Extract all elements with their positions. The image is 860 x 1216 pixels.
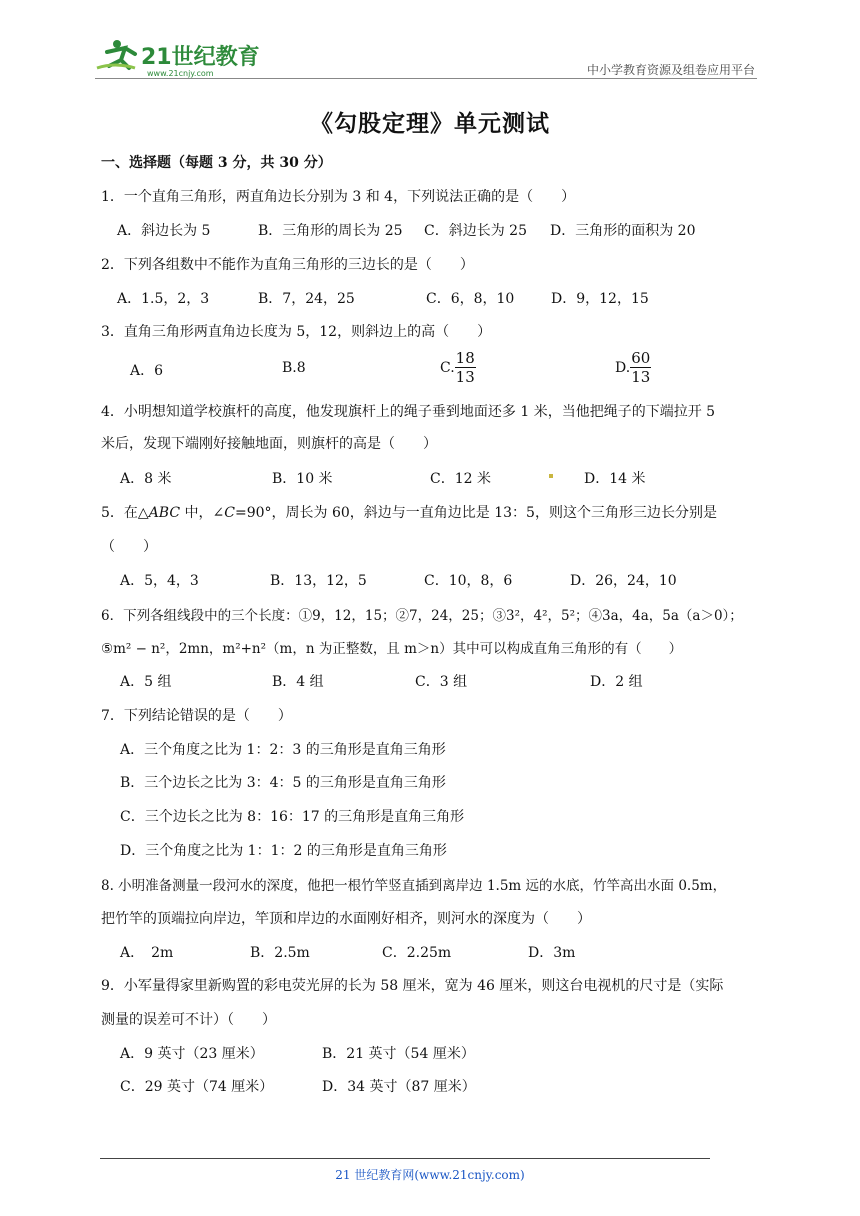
- q7-option-a: A．三个角度之比为 1：2：3 的三角形是直角三角形: [120, 742, 446, 758]
- q4-stem-line1: 4．小明想知道学校旗杆的高度，他发现旗杆上的绳子垂到地面还多 1 米，当他把绳子的下端拉开 5: [101, 404, 716, 420]
- q8-option-b: B．2.5m: [250, 945, 310, 961]
- q8-option-d: D．3m: [528, 945, 576, 961]
- q2-option-c: C．6，8，10: [426, 291, 515, 307]
- q3-c-fraction: [455, 349, 476, 386]
- q3-option-a: A．6: [130, 363, 164, 379]
- q5-option-b: B．13，12，5: [270, 573, 367, 589]
- q5-text-b: 中，∠: [180, 505, 225, 521]
- q1-option-b: B．三角形的周长为 25: [258, 223, 403, 239]
- q9-option-c: C．29 英寸（74 厘米）: [120, 1079, 274, 1095]
- q5-text-c: =90°，周长为 60，斜边与一直角边比是 13：5，则这个三角形三边长分别是: [234, 505, 717, 521]
- q8-option-c: C．2.25m: [382, 945, 452, 961]
- logo-url: www.21cnjy.com: [147, 69, 214, 78]
- q2-stem: 2．下列各组数中不能作为直角三角形的三边长的是（ ）: [101, 257, 474, 273]
- q6-stem-line2: ⑤m² − n²，2mn，m²+n²（m，n 为正整数，且 m＞n）其中可以构成直角三角形的有（ ）: [101, 641, 683, 657]
- q3-c-prefix: C.: [440, 359, 455, 376]
- q8-stem-line1: 8. 小明准备测量一段河水的深度，他把一根竹竿竖直插到离岸边 1.5m 远的水底，竹竿高出水面 0.5m，: [101, 878, 727, 894]
- q3-d-denominator: 13: [631, 368, 651, 386]
- q3-c-numerator: 18: [455, 349, 475, 367]
- q4-stem-line2: 米后，发现下端刚好接触地面，则旗杆的高是（ ）: [101, 436, 437, 452]
- q3-option-b: B.8: [282, 360, 306, 376]
- q8-option-a: A． 2m: [120, 945, 174, 961]
- section-heading: 一、选择题（每题 3 分，共 30 分）: [101, 155, 332, 171]
- header-right-text: 中小学教育资源及组卷应用平台: [586, 63, 755, 77]
- q5-abc: ABC: [148, 505, 181, 521]
- q1-stem: 1．一个直角三角形，两直角边长分别为 3 和 4，下列说法正确的是（ ）: [101, 189, 576, 205]
- q4-option-a: A．8 米: [120, 471, 172, 487]
- q4-option-c: C．12 米: [430, 471, 491, 487]
- q7-option-b: B．三个边长之比为 3：4：5 的三角形是直角三角形: [120, 775, 446, 791]
- q4-option-d: D．14 米: [584, 471, 646, 487]
- q3-d-prefix: D.: [615, 359, 631, 376]
- q9-stem-line2: 测量的误差可不计）（ ）: [101, 1012, 276, 1028]
- footer-divider: [100, 1158, 710, 1159]
- q5-option-d: D．26，24，10: [570, 573, 677, 589]
- q3-option-c: [440, 349, 476, 386]
- q7-option-d: D．三个角度之比为 1：1：2 的三角形是直角三角形: [120, 843, 447, 859]
- q6-option-d: D．2 组: [590, 674, 643, 690]
- q7-stem: 7．下列结论错误的是（ ）: [101, 708, 292, 724]
- page-title: 《勾股定理》单元测试: [310, 111, 550, 137]
- q6-option-b: B．4 组: [272, 674, 324, 690]
- q9-option-a: A．9 英寸（23 厘米）: [120, 1046, 264, 1062]
- logo-text: 21世纪教育: [141, 45, 260, 70]
- q2-option-d: D．9，12，15: [551, 291, 649, 307]
- q5-text-a: 5．在△: [101, 505, 149, 521]
- q5-option-a: A．5，4，3: [120, 573, 199, 589]
- q3-d-numerator: 60: [631, 349, 651, 367]
- q6-stem-line1: 6．下列各组线段中的三个长度：①9，12，15；②7，24，25；③3²，4²，5²；④3a，4a，5a（a＞0）；: [101, 608, 743, 624]
- site-logo: [95, 38, 265, 80]
- q9-stem-line1: 9．小军量得家里新购置的彩电荧光屏的长为 58 厘米，宽为 46 厘米，则这台电视机的尺寸是（实际: [101, 978, 724, 994]
- q1-option-d: D．三角形的面积为 20: [550, 223, 696, 239]
- q8-stem-line2: 把竹竿的顶端拉向岸边，竿顶和岸边的水面刚好相齐，则河水的深度为（ ）: [101, 911, 591, 927]
- footer-link[interactable]: 21 世纪教育网(www.21cnjy.com): [335, 1168, 525, 1182]
- q3-stem: 3．直角三角形两直角边长度为 5，12，则斜边上的高（ ）: [101, 324, 492, 340]
- q7-option-c: C．三个边长之比为 8：16：17 的三角形是直角三角形: [120, 809, 465, 825]
- header-divider: [95, 78, 757, 79]
- q4-option-b: B．10 米: [272, 471, 333, 487]
- q5-c-var: C: [224, 505, 235, 521]
- q5-stem-line1: [101, 502, 717, 522]
- q6-option-a: A．5 组: [120, 674, 172, 690]
- q6-option-c: C．3 组: [415, 674, 468, 690]
- q9-option-d: D．34 英寸（87 厘米）: [322, 1079, 476, 1095]
- q1-option-a: A．斜边长为 5: [117, 223, 211, 239]
- q2-option-a: A．1.5，2，3: [117, 291, 210, 307]
- q5-stem-line2: （ ）: [101, 539, 157, 555]
- q1-option-c: C．斜边长为 25: [424, 223, 527, 239]
- q3-option-d: [615, 349, 651, 386]
- q2-option-b: B．7，24，25: [258, 291, 355, 307]
- q5-option-c: C．10，8，6: [424, 573, 513, 589]
- stray-mark: [549, 474, 553, 478]
- q9-option-b: B．21 英寸（54 厘米）: [322, 1046, 475, 1062]
- q3-c-denominator: 13: [455, 368, 475, 386]
- q3-d-fraction: [630, 349, 651, 386]
